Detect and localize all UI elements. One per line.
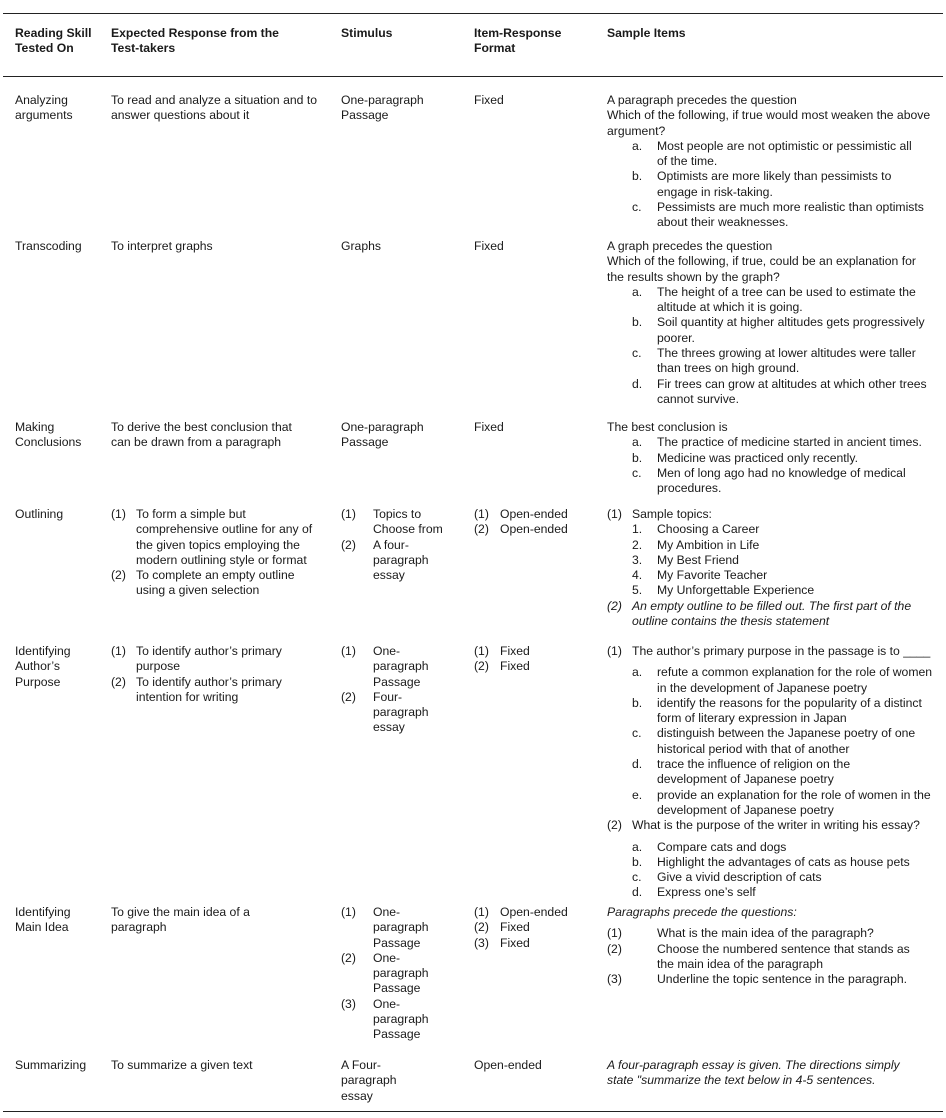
sample-option [632,139,917,170]
option-text: refute a common explanation for the role of women in the development of Japanese poetry [657,665,933,695]
sample-option [632,855,941,870]
item-text: What is the purpose of the writer in writing his essay? [632,818,920,833]
header-bottom-rule [3,76,943,77]
option-text: Men of long ago had no knowledge of medical procedures. [657,465,906,496]
sample-head [607,507,941,522]
option-marker: e. [632,787,643,802]
option-text: Optimists are more likely than pessimists to engage in risk-taking. [657,169,892,199]
sample-option [632,840,941,855]
item-marker: (1) [111,644,126,658]
option-text: Soil quantity at higher altitudes gets progressively poorer. [657,315,925,345]
header-format: Item-Response Format [474,26,562,56]
item-text: One-paragraph Passage [373,996,429,1042]
stimulus-item [341,644,435,690]
stimulus-cell [341,644,463,736]
option-text: Fir trees can grow at altitudes at which other trees cannot survive. [657,376,927,406]
item-marker: (2) [607,598,622,613]
sample-option [632,696,938,727]
stimulus-cell [341,507,463,583]
item-text: The author’s primary purpose in the passage is to ____ [632,644,931,658]
response-cell: To interpret graphs [111,239,213,253]
stimulus-item [341,997,435,1043]
format-item [474,905,594,920]
item-marker: (1) [341,507,356,521]
sample-option [632,169,917,200]
item-text: Open-ended [500,522,568,537]
item-marker: (2) [474,920,489,935]
item-text: To identify author’s primary intention for writing [136,674,282,704]
item-marker: (1) [111,507,126,521]
response-cell [111,507,323,599]
item-marker: (2) [474,522,489,537]
sample-question [607,926,927,941]
skill-cell: Identifying Author’s Purpose [15,644,71,689]
option-marker: a. [632,665,643,680]
option-text: Most people are not optimistic or pessimistic all of the time. [657,138,912,169]
option-marker: c. [632,465,642,480]
sample-line: Which of the following, if true would most weaken the above argument? [607,108,931,138]
item-text: Fixed [500,935,530,950]
option-marker: c. [632,200,642,215]
item-marker: (2) [474,659,489,674]
sample-option [632,346,942,377]
sample-question [607,644,941,659]
option-text: Medicine was practiced only recently. [657,450,858,465]
option-marker: a. [632,284,643,299]
stimulus-cell: One-paragraph Passage [341,420,424,450]
header-sample: Sample Items [607,26,686,40]
option-marker: b. [632,854,643,869]
item-text: Topics to Choose from [373,507,443,537]
option-text: Highlight the advantages of cats as house pets [657,854,910,869]
sample-line: A graph precedes the question [607,239,773,253]
item-text: One-paragraph Passage [373,950,429,996]
sample-option [632,285,942,316]
sample-option [632,885,941,900]
item-text: Sample topics: [632,507,712,521]
item-text: A four-paragraph essay [373,537,429,583]
skill-cell: Summarizing [15,1058,87,1072]
sample-line: The best conclusion is [607,420,728,434]
item-marker: (2) [341,689,356,704]
option-text: provide an explanation for the role of women in the development of Japanese poetry [657,787,931,817]
format-cell [474,507,594,538]
item-text: One-paragraph Passage [373,644,429,689]
item-marker: (1) [341,905,356,919]
item-marker: (2) [111,568,126,583]
option-marker: d. [632,885,643,900]
item-marker: (3) [607,972,622,987]
item-text: Open-ended [500,905,568,919]
skill-cell: Making Conclusions [15,420,82,450]
item-marker: (1) [607,644,622,658]
stimulus-cell: A Four-paragraph essay [341,1058,397,1103]
format-item [474,644,594,659]
topic-marker: 3. [632,552,643,567]
topic-text: My Best Friend [657,552,739,567]
topic-marker: 1. [632,522,643,537]
response-item [111,644,296,675]
table-top-rule [3,13,943,14]
sample-option [632,200,946,231]
sample-line: Which of the following, if true, could be an explanation for the results shown by the graph? [607,254,916,284]
item-text: Four-paragraph essay [373,689,429,735]
response-item [111,568,316,599]
sample-option [632,726,938,757]
sample-cell [607,420,941,496]
option-marker: c. [632,726,642,741]
item-text: Open-ended [500,507,568,521]
response-item [111,675,296,706]
format-item [474,936,594,951]
item-text: To identify author’s primary purpose [136,644,282,674]
sample-cell [607,507,941,629]
sample-cell [607,93,941,231]
stimulus-cell: Graphs [341,239,381,253]
item-text: Choose the numbered sentence that stands as the main idea of the paragraph [657,941,910,971]
skill-cell: Transcoding [15,239,82,253]
format-item [474,659,594,674]
stimulus-item [341,905,435,951]
sample-topic [632,553,941,568]
item-text: What is the main idea of the paragraph? [657,926,874,941]
item-text: To complete an empty outline using a given selection [136,568,295,598]
item-text: Fixed [500,644,530,658]
sample-question [607,942,927,973]
topic-text: My Unforgettable Experience [657,583,815,598]
topic-marker: 4. [632,568,643,583]
topic-marker: 5. [632,583,643,598]
item-text: Fixed [500,659,530,674]
stimulus-item [341,690,435,736]
format-cell: Fixed [474,93,504,107]
topic-text: My Favorite Teacher [657,568,768,583]
option-marker: a. [632,138,643,153]
item-marker: (1) [474,905,489,919]
topic-text: Choosing a Career [657,522,760,537]
option-text: The practice of medicine started in ancient times. [657,435,922,450]
item-text: To form a simple but comprehensive outline for any of the given topics employing the modern outlining style or format [136,507,313,567]
item-text: One-paragraph Passage [373,905,429,950]
sample-line: A paragraph precedes the question [607,93,797,107]
sample-option [632,315,942,346]
topic-marker: 2. [632,537,643,552]
stimulus-item [341,951,435,997]
stimulus-cell [341,905,463,1043]
sample-question [607,818,941,833]
item-marker: (1) [341,644,356,658]
option-marker: c. [632,870,642,885]
option-text: The height of a tree can be used to estimate the altitude at which it is going. [657,284,916,315]
format-item [474,507,594,522]
option-text: The threes growing at lower altitudes were taller than trees on high ground. [657,346,916,376]
option-marker: a. [632,435,643,450]
header-skill: Reading Skill Tested On [15,26,92,56]
item-marker: (2) [607,941,622,956]
response-cell: To give the main idea of a paragraph [111,905,250,935]
stimulus-item [341,538,441,584]
sample-cell: A four-paragraph essay is given. The directions simply state "summarize the text below in 4-5 sentences. [607,1058,900,1088]
header-stimulus: Stimulus [341,26,393,40]
item-text: An empty outline to be filled out. The first part of the outline contains the thesis statement [632,598,912,629]
format-cell: Fixed [474,420,504,434]
response-cell: To derive the best conclusion that can be drawn from a paragraph [111,420,292,450]
format-item [474,920,594,935]
response-cell: To summarize a given text [111,1058,253,1072]
item-marker: (2) [111,674,126,689]
sample-topic [632,538,941,553]
sample-intro: Paragraphs precede the questions: [607,905,797,919]
item-marker: (2) [341,950,356,965]
item-marker: (3) [341,996,356,1011]
sample-topic [632,522,941,537]
sample-option [632,788,938,819]
sample-option [632,757,917,788]
response-item [111,507,316,568]
sample-tail [607,599,942,630]
sample-option [632,870,941,885]
option-text: Give a vivid description of cats [657,870,822,885]
item-text: Underline the topic sentence in the paragraph. [657,972,908,987]
sample-cell [607,644,941,901]
option-text: Express one’s self [657,885,756,900]
item-marker: (1) [607,507,622,521]
option-marker: a. [632,839,643,854]
option-marker: c. [632,346,642,361]
option-text: distinguish between the Japanese poetry of one historical period with that of another [657,726,916,756]
option-marker: b. [632,315,643,330]
skill-cell: Identifying Main Idea [15,905,71,935]
option-marker: b. [632,450,643,465]
sample-option [632,451,942,466]
table-bottom-rule [3,1111,943,1112]
sample-option [632,466,942,497]
topic-text: My Ambition in Life [657,537,760,552]
format-cell [474,644,594,675]
option-text: Pessimists are much more realistic than optimists about their weaknesses. [657,200,924,230]
item-text: Fixed [500,920,530,935]
format-cell: Open-ended [474,1058,542,1072]
option-marker: b. [632,695,643,710]
sample-option [632,435,945,450]
skill-cell: Outlining [15,507,64,521]
option-marker: d. [632,376,643,391]
sample-topic [632,583,941,598]
option-text: identify the reasons for the popularity of a distinct form of literary expression in Japan [657,695,922,726]
item-marker: (2) [607,818,622,833]
response-cell: To read and analyze a situation and to answer questions about it [111,93,317,123]
skill-cell: Analyzing arguments [15,93,73,123]
sample-option [632,665,938,696]
response-cell [111,644,323,705]
sample-question [607,972,941,987]
header-response: Expected Response from the Test-takers [111,26,279,56]
option-marker: d. [632,757,643,772]
item-marker: (3) [474,935,489,950]
option-marker: b. [632,169,643,184]
stimulus-cell: One-paragraph Passage [341,93,424,123]
item-marker: (1) [607,926,622,941]
item-marker: (1) [474,507,489,521]
item-marker: (1) [474,644,489,658]
format-cell: Fixed [474,239,504,253]
sample-cell [607,239,941,407]
format-item [474,522,594,537]
sample-topic [632,568,941,583]
format-cell [474,905,594,951]
sample-option [632,377,942,408]
option-text: Compare cats and dogs [657,839,787,854]
item-marker: (2) [341,537,356,552]
option-text: trace the influence of religion on the development of Japanese poetry [657,757,851,787]
sample-cell [607,905,941,987]
stimulus-item [341,507,455,538]
